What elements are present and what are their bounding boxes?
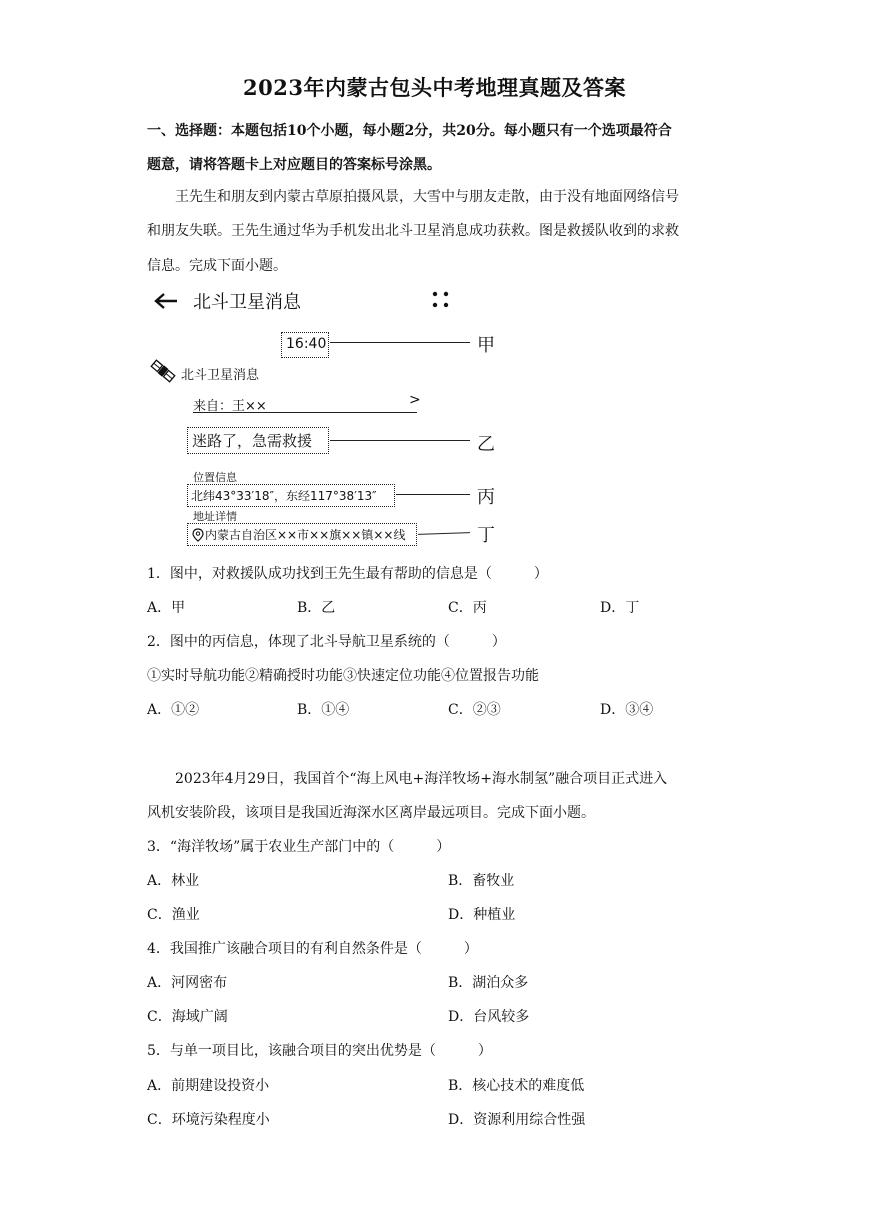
- q5-option-c: C．环境污染程度小: [147, 1112, 270, 1128]
- satellite-icon: [149, 358, 177, 384]
- q3-stem: 3．“海洋牧场”属于农业生产部门中的（ ）: [147, 839, 451, 855]
- q3-option-d: D．种植业: [448, 907, 516, 923]
- section-heading-line2: 题意，请将答题卡上对应题目的答案标号涂黑。: [147, 157, 441, 173]
- position-label: 位置信息: [193, 471, 237, 484]
- message-text: 迷路了，急需救援: [192, 432, 313, 450]
- back-arrow-icon: [153, 292, 179, 310]
- passage1-line1: 王先生和朋友到内蒙古草原拍摄风景，大雪中与朋友走散，由于没有地面网络信号: [175, 189, 679, 205]
- passage1-line2: 和朋友失联。王先生通过华为手机发出北斗卫星消息成功获救。图是救援队收到的求救: [147, 223, 679, 239]
- q4-option-d: D．台风较多: [448, 1009, 530, 1025]
- q4-stem: 4．我国推广该融合项目的有利自然条件是（ ）: [147, 941, 478, 957]
- sender-label: 来自：王××: [193, 399, 267, 414]
- q5-option-b: B．核心技术的难度低: [448, 1078, 585, 1094]
- q5-option-a: A．前期建设投资小: [147, 1078, 270, 1094]
- location-pin-icon: [192, 528, 204, 542]
- page-title: 2023年内蒙古包头中考地理真题及答案: [243, 75, 626, 100]
- message-time: 16:40: [286, 336, 327, 352]
- q2-choices: ①实时导航功能②精确授时功能③快速定位功能④位置报告功能: [147, 668, 539, 684]
- q1-option-c: C．丙: [448, 600, 487, 616]
- q3-option-b: B．畜牧业: [448, 873, 515, 889]
- label-jia: 甲: [477, 335, 495, 356]
- q1-option-b: B．乙: [297, 600, 336, 616]
- chevron-right-icon: >: [409, 392, 421, 408]
- q2-stem: 2．图中的丙信息，体现了北斗导航卫星系统的（ ）: [147, 634, 506, 650]
- q1-option-d: D．丁: [600, 600, 640, 616]
- q2-option-d: D．③④: [600, 702, 654, 718]
- more-dots-icon: [431, 290, 451, 310]
- q4-option-a: A．河网密布: [147, 975, 228, 991]
- passage2-line2: 风机安装阶段，该项目是我国近海深水区离岸最远项目。完成下面小题。: [147, 805, 595, 821]
- address-label: 地址详情: [193, 510, 237, 523]
- q4-option-b: B．湖泊众多: [448, 975, 529, 991]
- position-text: 北纬43°33′18″，东经117°38′13″: [191, 489, 377, 503]
- leader-line-jia: [330, 342, 470, 343]
- label-yi: 乙: [477, 434, 495, 455]
- q3-option-a: A．林业: [147, 873, 200, 889]
- address-text: 内蒙古自治区××市××旗××镇××线: [205, 528, 406, 542]
- q2-option-a: A．①②: [147, 702, 200, 718]
- q4-option-c: C．海域广阔: [147, 1009, 228, 1025]
- q5-option-d: D．资源利用综合性强: [448, 1112, 586, 1128]
- figure-header-title: 北斗卫星消息: [193, 292, 301, 313]
- passage1-line3: 信息。完成下面小题。: [147, 258, 287, 274]
- q3-option-c: C．渔业: [147, 907, 200, 923]
- q1-option-a: A．甲: [147, 600, 186, 616]
- passage2-line1: 2023年4月29日，我国首个“海上风电+海洋牧场+海水制氢”融合项目正式进入: [175, 771, 668, 787]
- q2-option-b: B．①④: [297, 702, 350, 718]
- q1-stem: 1．图中，对救援队成功找到王先生最有帮助的信息是（ ）: [147, 566, 548, 582]
- beidou-message-figure: [147, 282, 527, 552]
- q5-stem: 5．与单一项目比，该融合项目的突出优势是（ ）: [147, 1043, 492, 1059]
- leader-line-bing: [396, 494, 470, 495]
- sender-underline: [193, 412, 417, 413]
- figure-sub-title: 北斗卫星消息: [181, 368, 260, 383]
- leader-line-ding: [418, 532, 470, 535]
- leader-line-yi: [330, 440, 470, 441]
- label-ding: 丁: [477, 525, 495, 546]
- label-bing: 丙: [477, 487, 495, 508]
- section-heading-line1: 一、选择题：本题包括10个小题，每小题2分，共20分。每小题只有一个选项最符合: [147, 123, 672, 139]
- q2-option-c: C．②③: [448, 702, 501, 718]
